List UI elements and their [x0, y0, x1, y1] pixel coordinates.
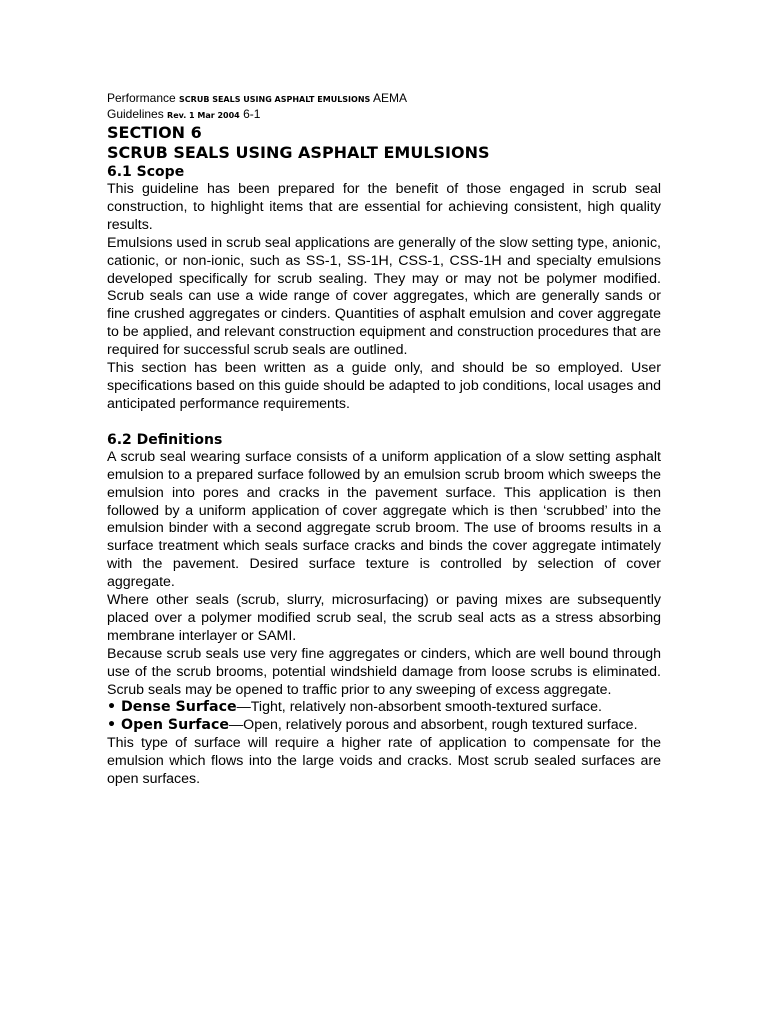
- bullet-open-surface: [107, 717, 661, 735]
- definitions-paragraph: Because scrub seals use very fine aggregates or cinders, which are well bound through use of the scrub brooms, potential windshield damage from loose scrubs is eliminated. Scrub seals may be opened to traffic prior to any sweeping of excess aggregate.: [107, 645, 661, 698]
- section-title: SCRUB SEALS USING ASPHALT EMULSIONS: [107, 143, 490, 162]
- bullet-term: • Dense Surface: [107, 699, 237, 716]
- header-text: Performance: [107, 91, 180, 105]
- bullet-term: • Open Surface: [107, 717, 229, 734]
- bullet-text: —Open, relatively porous and absorbent, rough textured surface.: [228, 717, 638, 734]
- definitions-paragraph: A scrub seal wearing surface consists of a uniform application of a slow setting asphalt emulsion to a prepared surface followed by an emulsion scrub broom which sweeps the emulsion into pores and cracks in the pavement surface. This application is then followed by a uniform application of cover aggregate which is then ‘scrubbed’ into the emulsion binder with a second aggregate scrub broom. The use of brooms results in a surface treatment which seals surface cracks and binds the cover aggregate intimately with the pavement. Desired surface texture is controlled by selection of cover aggregate.: [107, 448, 661, 591]
- header-text: Guidelines: [107, 107, 168, 121]
- running-header-line-2: [107, 107, 661, 123]
- header-revision: Rev. 1 Mar 2004: [167, 111, 240, 120]
- definitions-paragraph: Where other seals (scrub, slurry, microsurfacing) or paving mixes are subsequently placed over a polymer modified scrub seal, the scrub seal acts as a stress absorbing membrane interlayer or SAMI.: [107, 592, 661, 644]
- scope-paragraph: This guideline has been prepared for the benefit of those engaged in scrub seal construction, to highlight items that are essential for achieving consistent, high quality results.: [107, 181, 661, 233]
- running-header-line-1: [107, 91, 661, 107]
- scope-heading: 6.1 Scope: [107, 164, 185, 180]
- bullet-dense-surface: [107, 699, 661, 717]
- scope-paragraph: This section has been written as a guide only, and should be so employed. User specifications based on this guide should be adapted to job conditions, local usages and anticipated performance requirements.: [107, 360, 661, 412]
- definitions-paragraph: This type of surface will require a higher rate of application to compensate for the emulsion which flows into the large voids and cracks. Most scrub sealed surfaces are open surfaces.: [107, 735, 661, 788]
- section-label: SECTION 6: [107, 123, 202, 142]
- header-org: AEMA: [370, 91, 407, 105]
- definitions-heading: 6.2 Definitions: [107, 431, 223, 448]
- header-title: SCRUB SEALS USING ASPHALT EMULSIONS: [179, 95, 371, 104]
- document-page: [107, 91, 661, 789]
- header-page-number: 6-1: [239, 107, 261, 121]
- bullet-text: —Tight, relatively non-absorbent smooth-textured surface.: [236, 699, 602, 716]
- paragraph-spacer: [107, 414, 661, 431]
- scope-paragraph: Emulsions used in scrub seal applications are generally of the slow setting type, anionic, cationic, or non-ionic, such as SS-1, SS-1H, CSS-1, CSS-1H and specialty emulsions developed specifically for scrub sealing. They may or may not be polymer modified. Scrub seals can use a wide range of cover aggregates, which are generally sands or fine crushed aggregates or cinders. Quantities of asphalt emulsion and cover aggregate to be applied, and relevant construction equipment and construction procedures that are required for successful scrub seals are outlined.: [107, 234, 661, 359]
